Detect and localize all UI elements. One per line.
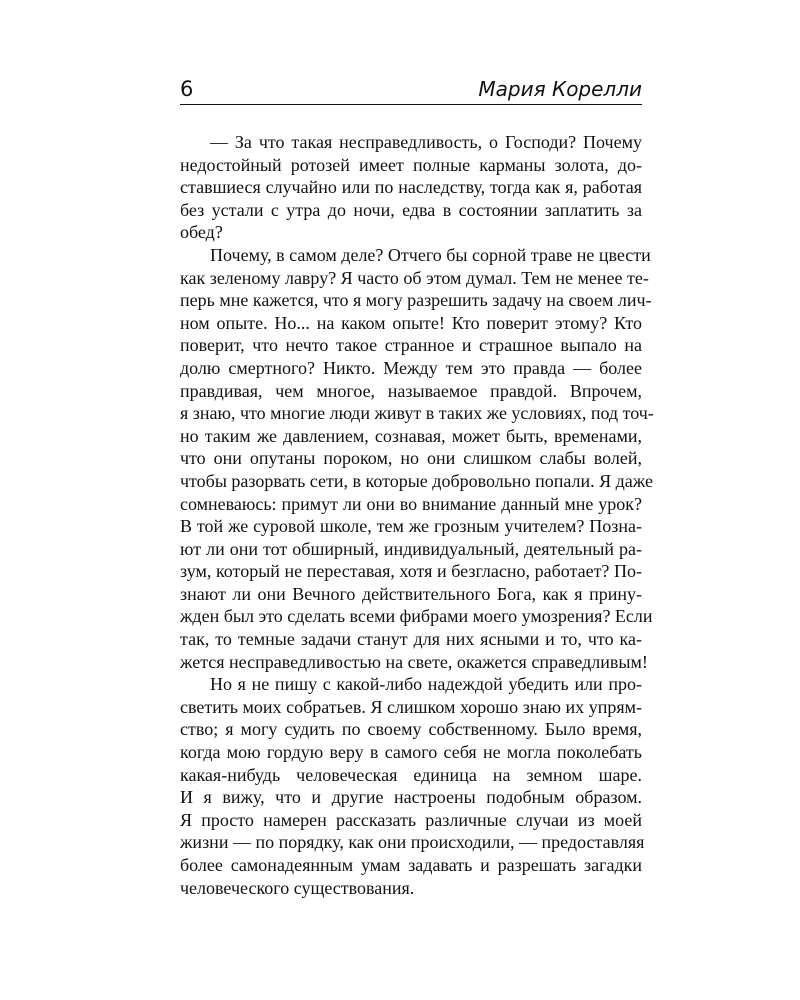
text-line: — За что такая несправедливость, о Господи? Почему <box>210 132 642 152</box>
paragraph-3 <box>180 673 645 899</box>
text-line: так, то темные задачи станут для них ясными и то, что ка- <box>180 629 642 650</box>
text-line: перь мне кажется, что я могу разрешить задачу на своем лич- <box>180 290 652 311</box>
text-line: долю смертного? Никто. Между тем это правда — более <box>180 357 642 378</box>
paragraph-1 <box>180 131 642 244</box>
text-line: ном опыте. Но... на каком опыте! Кто поверит этому? Кто <box>180 312 642 333</box>
text-line: но таким же давлением, сознавая, может быть, временами, <box>180 425 642 446</box>
text-line: сомневаюсь: примут ли они во внимание данный мне урок? <box>180 493 642 514</box>
text-line: светить моих собратьев. Я слишком хорошо знаю их упрям- <box>180 696 642 717</box>
text-line: какая-нибудь человеческая единица на земном шаре. <box>180 764 642 785</box>
running-title: Мария Корелли <box>478 77 642 101</box>
text-line: зум, который не переставая, хотя и безгласно, работает? По- <box>180 561 642 582</box>
running-head <box>180 72 642 105</box>
text-line: человеческого существования. <box>180 877 415 898</box>
text-line: В той же суровой школе, тем же грозным учителем? Позна- <box>180 516 642 537</box>
text-line: когда мою гордую веру в самого себя не могла поколебать <box>180 742 642 763</box>
text-line: без устали с утра до ночи, едва в состоянии заплатить за <box>180 199 642 220</box>
text-line: чтобы разорвать сети, в которые добровольно попали. Я даже <box>180 470 653 491</box>
text-line: Я просто намерен рассказать различные случаи из моей <box>180 809 642 830</box>
text-line: ставшиеся случайно или по наследству, тогда как я, работая <box>180 177 642 198</box>
text-line: недостойный ротозей имеет полные карманы золота, до- <box>180 154 642 175</box>
text-line: как зеленому лавру? Я часто об этом думал. Тем не менее те- <box>180 267 649 288</box>
text-line: жется несправедливостью на свете, окажется справедливым! <box>180 651 648 672</box>
text-line: знают ли они Вечного действительного Бога, как я прину- <box>180 583 642 604</box>
text-line: поверит, что нечто такое странное и страшное выпало на <box>180 335 642 356</box>
text-line: ют ли они тот обширный, индивидуальный, деятельный ра- <box>180 538 642 559</box>
text-line: ство; я могу судить по своему собственному. Было время, <box>180 719 642 740</box>
text-line: жизни — по порядку, как они происходили, — предоставляя <box>180 832 645 853</box>
text-line: Почему, в самом деле? Отчего бы сорной траве не цвести <box>210 244 651 265</box>
text-line: Но я не пишу с какой-либо надеждой убедить или про- <box>210 674 642 695</box>
text-line: жден был это сделать всеми фибрами моего умозрения? Если <box>180 606 653 627</box>
text-line: что они опутаны пороком, но они слишком слабы волей, <box>180 448 642 469</box>
body-text <box>180 131 654 899</box>
paragraph-2 <box>180 244 654 673</box>
text-line: обед? <box>180 222 223 243</box>
text-line: И я вижу, что и другие настроены подобным образом. <box>180 787 642 808</box>
text-line: более самонадеянным умам задавать и разрешать загадки <box>180 855 642 875</box>
text-line: правдивая, чем многое, называемое правдой. Впрочем, <box>180 380 642 401</box>
page-number: 6 <box>180 77 194 101</box>
text-line: я знаю, что многие люди живут в таких же условиях, под точ- <box>180 403 654 424</box>
